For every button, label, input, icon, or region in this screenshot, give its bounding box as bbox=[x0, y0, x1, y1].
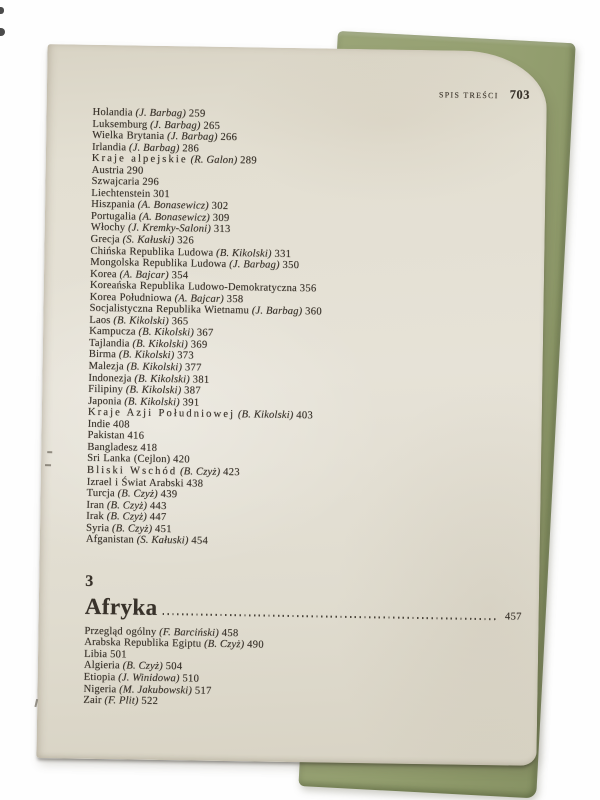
book-page bbox=[36, 44, 547, 766]
entry-page: 423 bbox=[222, 466, 240, 479]
entry-page: 403 bbox=[296, 410, 314, 422]
entry-page: 286 bbox=[182, 142, 200, 155]
entry-author: (J. Barbag) bbox=[149, 119, 201, 132]
entry-name: Laos bbox=[89, 314, 111, 326]
entry-name: Etiopia bbox=[83, 671, 116, 684]
entry-page: 416 bbox=[127, 430, 145, 442]
entry-page: 313 bbox=[213, 224, 231, 236]
entry-page: 391 bbox=[182, 396, 200, 409]
entry-page: 447 bbox=[149, 511, 167, 524]
entry-page: 301 bbox=[153, 188, 171, 200]
section-number: 3 bbox=[85, 572, 94, 590]
entry-page: 369 bbox=[190, 339, 208, 351]
entry-page: 331 bbox=[274, 248, 292, 260]
entry-name: Arabska Republika Egiptu bbox=[84, 637, 202, 650]
entry-name: Korea Południowa bbox=[89, 291, 172, 304]
entry-page: 504 bbox=[165, 661, 183, 673]
entry-name: Syria bbox=[85, 522, 110, 534]
entry-page: 296 bbox=[142, 176, 160, 189]
entry-page: 387 bbox=[184, 385, 201, 397]
entry-author: (B. Czyż) bbox=[117, 488, 158, 500]
entry-author: (B. Kikolski) bbox=[125, 384, 182, 397]
section-page-number: 457 bbox=[504, 611, 522, 623]
entry-author: (J. Barbag) bbox=[135, 107, 187, 120]
entry-name: Chińska Republika Ludowa bbox=[90, 245, 214, 259]
entry-name: Austria bbox=[91, 164, 124, 177]
entry-name: Afganistan bbox=[85, 534, 134, 546]
entry-author: (F. Plit) bbox=[104, 695, 139, 707]
entry-page: 522 bbox=[141, 695, 159, 707]
entry-author: (B. Kikolski) bbox=[118, 349, 175, 362]
entry-page: 377 bbox=[184, 362, 202, 374]
entry-page: 265 bbox=[203, 120, 221, 132]
section-title: Afryka bbox=[84, 593, 158, 620]
entry-name: Malezja bbox=[88, 360, 124, 373]
entry-page: 259 bbox=[188, 108, 206, 120]
entry-page: 367 bbox=[196, 327, 214, 340]
entry-author: (B. Kikolski) bbox=[237, 409, 294, 422]
entry-page: 266 bbox=[220, 131, 238, 144]
pencil-mark bbox=[45, 464, 51, 466]
entry-author: (B. Kikolski) bbox=[126, 361, 183, 374]
entry-name: Izrael i Świat Arabski bbox=[86, 476, 184, 489]
entry-author: (J. Barbag) bbox=[128, 142, 180, 154]
entry-name: Iran bbox=[86, 499, 105, 511]
entry-name: Liechtenstein bbox=[91, 187, 151, 200]
entry-name: Irak bbox=[86, 510, 104, 523]
entry-name: Kampucza bbox=[89, 326, 136, 338]
entry-name: Nigeria bbox=[83, 683, 117, 695]
header-page-number: 703 bbox=[509, 87, 531, 102]
entry-name: Kraje Azji Południowej bbox=[87, 407, 236, 421]
entry-name: Indonezja bbox=[88, 372, 132, 385]
entry-name: Pakistan bbox=[87, 430, 125, 442]
page-header bbox=[93, 81, 530, 102]
entry-page: 365 bbox=[171, 315, 189, 328]
entry-page: 510 bbox=[182, 673, 200, 685]
entry-author: (B. Czyż) bbox=[106, 499, 148, 512]
entry-author: (M. Jakubowski) bbox=[119, 683, 193, 696]
entry-author: (B. Czyż) bbox=[203, 638, 245, 651]
entry-author: (B. Kikolski) bbox=[138, 326, 195, 339]
entry-page: 443 bbox=[149, 500, 167, 512]
entry-name: Włochy bbox=[90, 222, 126, 234]
entry-author: (R. Galon) bbox=[190, 154, 238, 167]
entry-name: Socjalistyczna Republika Wietnamu bbox=[89, 303, 250, 317]
entry-name: Sri Lanka (Cejlon) bbox=[87, 453, 171, 466]
entry-name: Wielka Brytania bbox=[92, 129, 165, 143]
entry-page: 302 bbox=[211, 201, 229, 213]
entry-page: 290 bbox=[126, 165, 144, 177]
entry-author: (A. Bajcar) bbox=[174, 292, 224, 305]
header-label: SPIS TREŚCI bbox=[438, 90, 499, 101]
entry-page: 373 bbox=[177, 350, 194, 362]
entry-name: Portugalia bbox=[90, 210, 137, 223]
entry-page: 439 bbox=[160, 488, 178, 501]
entry-author: (B. Czyż) bbox=[111, 522, 153, 535]
entry-page: 381 bbox=[192, 374, 210, 386]
pencil-mark bbox=[47, 451, 52, 453]
entry-author: (B. Czyż) bbox=[122, 660, 163, 673]
entry-page: 438 bbox=[186, 477, 204, 490]
entry-name: Hiszpania bbox=[91, 199, 135, 211]
entry-author: (J. Barbag) bbox=[251, 305, 303, 318]
entry-name: Irlandia bbox=[91, 141, 127, 154]
entry-page: 350 bbox=[282, 259, 300, 272]
entry-author: (J. Barbag) bbox=[166, 131, 218, 143]
entry-name: Luksemburg bbox=[92, 118, 148, 131]
entry-author: (B. Kikolski) bbox=[132, 338, 188, 351]
entry-author: (A. Bonasewicz) bbox=[138, 211, 210, 224]
toc-list-top bbox=[86, 107, 530, 553]
entry-name: Przegląd ogólny bbox=[84, 625, 157, 638]
entry-author: (B. Kikolski) bbox=[113, 315, 169, 327]
entry-author: (J. Barbag) bbox=[229, 259, 280, 271]
entry-page: 358 bbox=[226, 293, 244, 305]
entry-author: (S. Kałuski) bbox=[136, 534, 189, 547]
entry-author: (B. Czyż) bbox=[106, 511, 147, 523]
entry-author: (J. Winidowa) bbox=[118, 672, 180, 685]
entry-name: Japonia bbox=[87, 395, 122, 407]
entry-name: Indie bbox=[87, 418, 111, 430]
entry-author: (B. Kikolski) bbox=[215, 247, 272, 260]
entry-author: (B. Kikolski) bbox=[134, 373, 190, 385]
page-content bbox=[37, 80, 547, 713]
entry-name: Filipiny bbox=[88, 383, 124, 396]
entry-name: Koreańska Republika Ludowo-Demokratyczna bbox=[89, 280, 297, 295]
entry-name: Turcja bbox=[86, 487, 115, 500]
entry-page: 356 bbox=[299, 283, 317, 295]
section-title-row bbox=[85, 591, 522, 627]
entry-page: 490 bbox=[246, 639, 264, 651]
entry-page: 354 bbox=[171, 269, 189, 282]
dotted-leader bbox=[162, 613, 496, 620]
entry-author: (F. Barciński) bbox=[159, 626, 219, 639]
entry-author: (B. Czyż) bbox=[179, 466, 221, 478]
entry-page: 408 bbox=[112, 418, 130, 431]
entry-page: 326 bbox=[177, 235, 195, 247]
entry-name: Tajlandia bbox=[88, 337, 130, 350]
entry-page: 451 bbox=[154, 523, 172, 535]
entry-name: Szwajcaria bbox=[91, 176, 140, 188]
photo-edge-artifact bbox=[0, 28, 5, 36]
entry-name: Bliski Wschód bbox=[86, 464, 178, 478]
entry-name: Kraje alpejskie bbox=[91, 153, 188, 166]
entry-name: Grecja bbox=[90, 233, 120, 246]
entry-author: (J. Kremky-Saloni) bbox=[127, 222, 212, 236]
entry-page: 360 bbox=[305, 306, 322, 318]
entry-name: Mongolska Republika Ludowa bbox=[90, 256, 227, 271]
entry-page: 309 bbox=[212, 212, 230, 224]
entry-name: Bangladesz bbox=[87, 441, 138, 454]
entry-name: Korea bbox=[89, 268, 117, 280]
entry-page: 501 bbox=[109, 649, 127, 661]
entry-name: Algieria bbox=[83, 660, 120, 672]
toc-list-bottom bbox=[83, 626, 521, 714]
entry-page: 420 bbox=[172, 454, 190, 466]
entry-name: Birma bbox=[88, 349, 117, 361]
entry-page: 517 bbox=[194, 685, 212, 697]
section-heading bbox=[85, 573, 523, 627]
entry-author: (A. Bonasewicz) bbox=[137, 199, 209, 213]
entry-author: (A. Bajcar) bbox=[119, 268, 169, 281]
entry-author: (B. Kikolski) bbox=[124, 396, 180, 408]
photo-edge-artifact bbox=[0, 7, 4, 14]
entry-page: 418 bbox=[140, 442, 158, 454]
entry-name: Zair bbox=[83, 694, 102, 707]
entry-page: 458 bbox=[221, 627, 239, 639]
entry-author: (S. Kałuski) bbox=[122, 234, 175, 247]
entry-page: 454 bbox=[191, 535, 209, 547]
entry-name: Libia bbox=[83, 648, 108, 661]
entry-page: 289 bbox=[240, 155, 257, 167]
entry-name: Holandia bbox=[92, 106, 133, 119]
